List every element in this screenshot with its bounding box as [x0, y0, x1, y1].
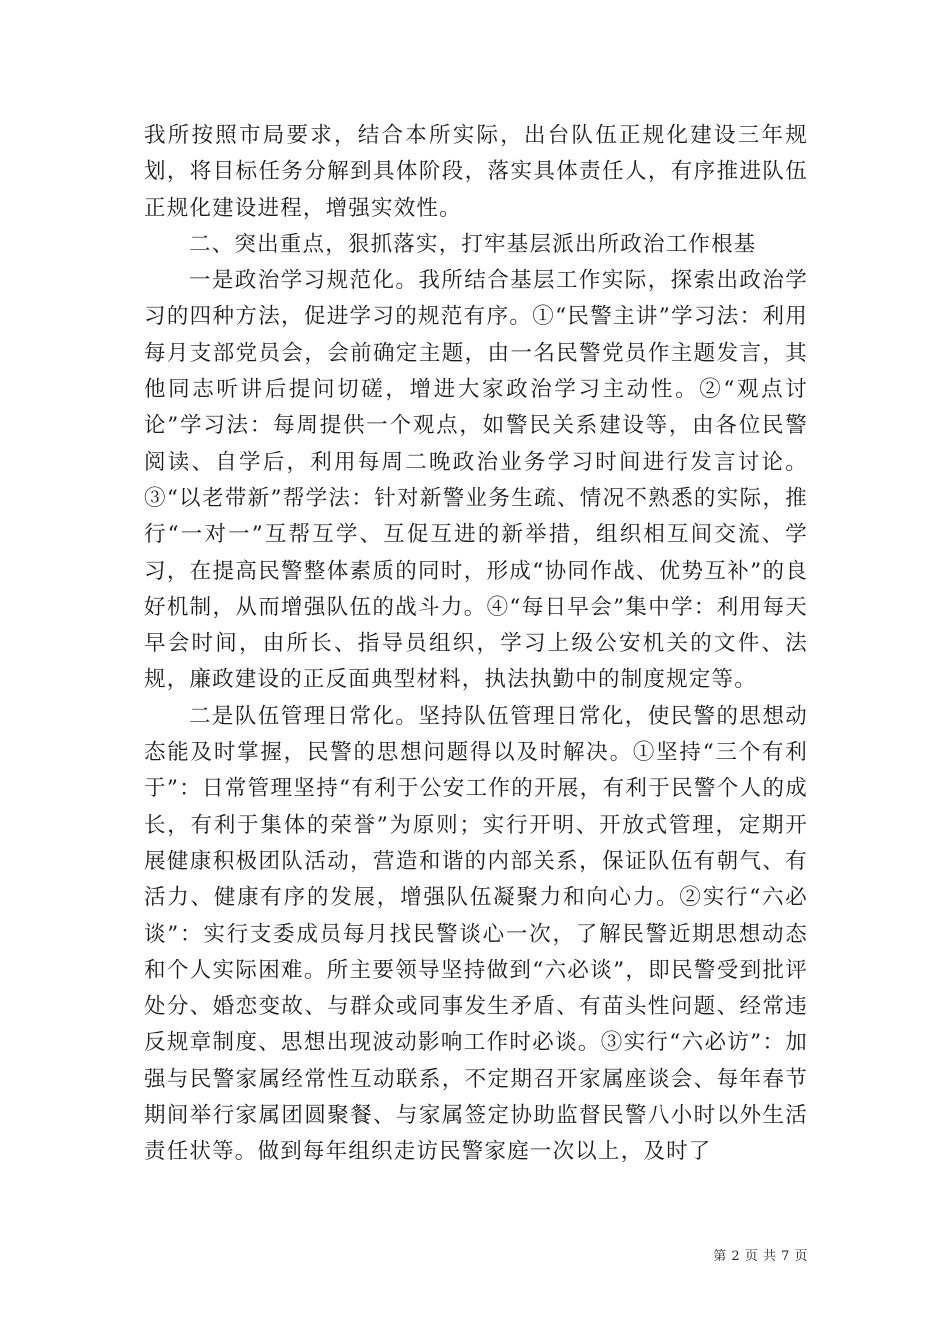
paragraph-plan-intro: 我所按照市局要求，结合本所实际，出台队伍正规化建设三年规划，将目标任务分解到具体阶段，落实具体责任人，有序推进队伍正规化建设进程，增强实效性。	[144, 123, 808, 221]
paragraph-political-study: 一是政治学习规范化。我所结合基层工作实际，探索出政治学习的四种方法，促进学习的规范有序。①“民警主讲”学习法：利用每月支部党员会，会前确定主题，由一名民警党员作主题发言，其他同志听讲后提问切磋，增进大家政治学习主动性。②“观点讨论”学习法：每周提供一个观点，如警民关系建设等，由各位民警阅读、自学后，利用每周二晚政治业务学习时间进行发言讨论。③“以老带新”帮学法：针对新警业务生疏、情况不熟悉的实际，推行“一对一”互帮互学、互促互进的新举措，组织相互间交流、学习，在提高民警整体素质的同时，形成“协同作战、优势互补”的良好机制，从而增强队伍的战斗力。④“每日早会”集中学：利用每天早会时间，由所长、指导员组织，学习上级公安机关的文件、法规，廉政建设的正反面典型材料，执法执勤中的制度规定等。	[144, 268, 808, 693]
document-body	[144, 118, 808, 1171]
page-number-footer: 第 2 页 共 7 页	[713, 1249, 808, 1264]
section-heading-two: 二、突出重点，狠抓落实，打牢基层派出所政治工作根基	[189, 231, 757, 257]
paragraph-team-management: 二是队伍管理日常化。坚持队伍管理日常化，使民警的思想动态能及时掌握，民警的思想问题得以及时解决。①坚持“三个有利于”：日常管理坚持“有利于公安工作的开展，有利于民警个人的成长，有利于集体的荣誉”为原则；实行开明、开放式管理，定期开展健康积极团队活动，营造和谐的内部关系，保证队伍有朝气、有活力、健康有序的发展，增强队伍凝聚力和向心力。②实行“六必谈”：实行支委成员每月找民警谈心一次，了解民警近期思想动态和个人实际困难。所主要领导坚持做到“六必谈”，即民警受到批评处分、婚恋变故、与群众或同事发生矛盾、有苗头性问题、经常违反规章制度、思想出现波动影响工作时必谈。③实行“六必访”：加强与民警家属经常性互动联系，不定期召开家属座谈会、每年春节期间举行家属团圆聚餐、与家属签定协助监督民警八小时以外生活责任状等。做到每年组织走访民警家庭一次以上，及时了	[144, 703, 808, 1165]
